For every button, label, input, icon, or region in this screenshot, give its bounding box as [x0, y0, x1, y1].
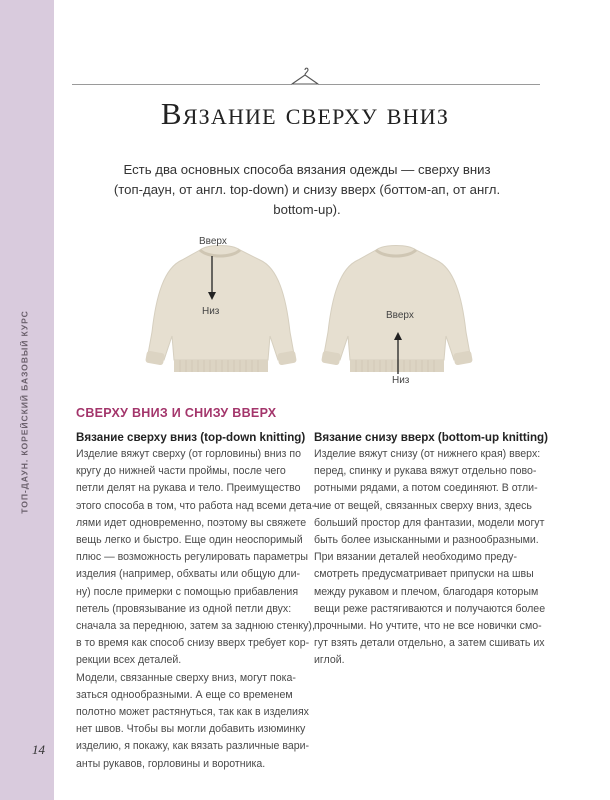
- page-number: 14: [32, 742, 45, 757]
- text-line: кругу до нижней части проймы, после чего: [76, 465, 286, 478]
- intro-line: (топ-даун, от англ. top-down) и снизу вверх (боттом-ап, от англ. bottom-up).: [113, 182, 501, 217]
- text-line: ну) после примерки с помощью прибавления: [76, 585, 299, 598]
- header-rule-right: [318, 84, 540, 85]
- sweater-top-down-illustration: [140, 236, 300, 386]
- text-line: нет швов. Чтобы вы могли добавить изюминку: [76, 723, 306, 736]
- page-title: Вязание сверху вниз: [160, 96, 450, 131]
- text-line: иглой.: [314, 654, 345, 667]
- text-line: полотно может растянуться, так как в изделиях: [76, 706, 309, 719]
- text-line: вещь легко и быстро. Еще один неоспоримый: [76, 534, 303, 547]
- text-line: перед, спинку и рукава вяжут отдельно пово-: [314, 465, 537, 478]
- left-figure-top-label: Вверх: [199, 236, 227, 247]
- text-line: Изделие вяжут снизу (от нижнего края) вверх:: [314, 448, 541, 460]
- text-line: изделию, я покажу, как вязать различные вари-: [76, 740, 310, 753]
- intro-line: Есть два основных способа вязания одежды — сверху вниз: [123, 162, 491, 177]
- text-line: быть более изысканными и разнообразными.: [314, 534, 539, 547]
- text-line: При вязании деталей необходимо преду-: [314, 551, 517, 564]
- column-right-text: [314, 446, 544, 670]
- text-line: между рукавом и плечом, благодаря которым: [314, 585, 539, 598]
- column-left-heading: Вязание сверху вниз (top-down knitting): [76, 431, 306, 444]
- text-line: заться однообразными. А еще со временем: [76, 688, 293, 701]
- text-line: прочными. Но учтите, что не все новички смо-: [314, 620, 542, 633]
- intro-paragraph: [92, 160, 522, 220]
- text-line: петель (провязывание из одной петли двух:: [76, 602, 292, 615]
- text-line: лями идет одновременно, поэтому вы свяжете: [76, 516, 307, 529]
- text-line: сначала за переднюю, затем за заднюю стенку),: [76, 620, 315, 633]
- text-line: ротными рядами, а потом соединяют. В отли-: [314, 482, 538, 495]
- text-line: Модели, связанные сверху вниз, могут пока-: [76, 671, 296, 684]
- text-line: рекции всех деталей.: [76, 654, 182, 667]
- text-line: вещи реже растягиваются и получаются более: [314, 602, 546, 615]
- text-line: анты рукавов, горловины и воротника.: [76, 757, 266, 770]
- column-left-text: [76, 446, 316, 773]
- column-right-heading: Вязание снизу вверх (bottom-up knitting): [314, 431, 548, 444]
- side-running-title-text: ТОП-ДАУН. КОРЕЙСКИЙ БАЗОВЫЙ КУРС: [20, 310, 30, 514]
- text-line: петли делят на рукава и тело. Преимущество: [76, 482, 301, 495]
- text-line: Изделие вяжут сверху (от горловины) вниз по: [76, 448, 301, 460]
- text-line: смотреть предусматривает припуски на швы: [314, 568, 534, 581]
- hanger-icon: [290, 66, 320, 90]
- section-heading: СВЕРХУ ВНИЗ И СНИЗУ ВВЕРХ: [76, 406, 277, 420]
- text-line: плюс — возможность регулировать параметры: [76, 551, 308, 564]
- right-figure-bottom-label: Низ: [392, 375, 410, 386]
- side-running-title: [14, 292, 36, 532]
- header-rule-left: [72, 84, 292, 85]
- text-line: чие от вещей, связанных сверху вниз, здесь: [314, 499, 532, 512]
- text-line: этого способа в том, что работа над всеми дета-: [76, 499, 316, 512]
- text-line: больший простор для фантазии, модели могут: [314, 516, 545, 529]
- text-line: изделия (например, обхваты или общую дли-: [76, 568, 301, 581]
- text-line: в то время как способ снизу вверх требует кор-: [76, 637, 310, 650]
- left-figure-bottom-label: Низ: [202, 306, 220, 317]
- text-line: гут взять детали отдельно, а затем сшивать их: [314, 637, 545, 650]
- right-figure-top-label: Вверх: [386, 310, 414, 321]
